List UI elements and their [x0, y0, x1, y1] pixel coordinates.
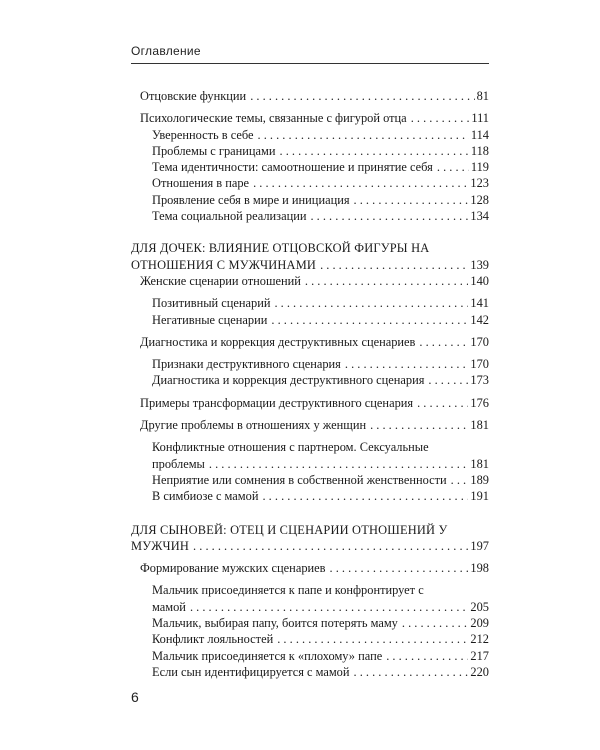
- toc-entry[interactable]: [131, 615, 489, 631]
- toc-entry-page: 209: [470, 616, 489, 631]
- toc-entry-title: Уверенность в себе . . .: [152, 128, 254, 142]
- toc-entry[interactable]: [131, 488, 489, 504]
- toc-entry[interactable]: [131, 631, 489, 647]
- toc-entry-page: 189: [470, 472, 489, 487]
- toc-entry[interactable]: [131, 175, 489, 191]
- toc-entry-title: Конфликтные отношения с партнером. Сексуальные проблемы . . .: [152, 440, 429, 470]
- toc-entry[interactable]: [131, 648, 489, 664]
- toc-entry[interactable]: [131, 273, 489, 289]
- toc-entry-page: 191: [470, 489, 489, 504]
- toc-entry-title: Другие проблемы в отношениях у женщин . . .: [140, 418, 366, 432]
- running-head: Оглавление: [131, 44, 201, 58]
- toc-entry[interactable]: [131, 159, 489, 175]
- toc-entry-title: Неприятие или сомнения в собственной женственности . . .: [152, 473, 447, 487]
- toc-entry-page: 111: [471, 111, 489, 126]
- toc-entry-title: Признаки деструктивного сценария . . .: [152, 357, 341, 371]
- toc-entry-title: Мальчик присоединяется к «плохому» папе . . .: [152, 649, 382, 663]
- toc-entry-title: Отцовские функции . . .: [140, 89, 246, 103]
- page-number: 6: [131, 689, 139, 705]
- toc-entry[interactable]: [131, 295, 489, 311]
- toc-entry-page: 181: [470, 418, 489, 433]
- toc-entry[interactable]: [131, 88, 489, 104]
- toc-entry-title: Мальчик, выбирая папу, боится потерять маму . . .: [152, 616, 398, 630]
- toc-entry-title: Формирование мужских сценариев . . .: [140, 561, 326, 575]
- toc-entry-title: ДЛЯ СЫНОВЕЙ: ОТЕЦ И СЦЕНАРИИ ОТНОШЕНИЙ У МУЖЧИН . . .: [131, 523, 447, 553]
- toc-entry-title: ДЛЯ ДОЧЕК: ВЛИЯНИЕ ОТЦОВСКОЙ ФИГУРЫ НА ОТНОШЕНИЯ С МУЖЧИНАМИ . . .: [131, 241, 429, 271]
- toc-entry[interactable]: [131, 582, 489, 615]
- toc-entry-title: Диагностика и коррекция деструктивных сценариев . . .: [140, 335, 415, 349]
- toc-entry[interactable]: [131, 110, 489, 126]
- toc-entry-page: 181: [470, 456, 489, 471]
- toc-entry-page: 217: [470, 648, 489, 663]
- toc-entry[interactable]: [131, 372, 489, 388]
- toc-entry-page: 134: [470, 209, 489, 224]
- toc-entry-title: Примеры трансформации деструктивного сценария . . .: [140, 396, 413, 410]
- toc-entry-page: 128: [470, 192, 489, 207]
- toc-entry[interactable]: [131, 472, 489, 488]
- toc-entry-page: 118: [470, 143, 489, 158]
- toc-entry-title: Мальчик присоединяется к папе и конфронтирует с мамой . . .: [152, 583, 424, 613]
- toc-entry-page: 141: [470, 296, 489, 311]
- toc-entry[interactable]: [131, 143, 489, 159]
- toc-entry-page: 114: [470, 127, 489, 142]
- toc-entry-title: Если сын идентифицируется с мамой . . .: [152, 665, 350, 679]
- toc-entry-page: 170: [470, 334, 489, 349]
- toc-entry[interactable]: [131, 417, 489, 433]
- toc-entry-title: В симбиозе с мамой . . .: [152, 489, 258, 503]
- toc-entry[interactable]: [131, 312, 489, 328]
- toc-entry[interactable]: [131, 240, 489, 273]
- toc-entry[interactable]: [131, 208, 489, 224]
- toc-entry-page: 212: [470, 632, 489, 647]
- toc-entry-title: Диагностика и коррекция деструктивного сценария . . .: [152, 373, 424, 387]
- toc-entry[interactable]: [131, 395, 489, 411]
- toc-entry-page: 170: [470, 357, 489, 372]
- toc-entry[interactable]: [131, 522, 489, 555]
- toc-entry-page: 220: [470, 664, 489, 679]
- toc-entry-title: Негативные сценарии . . .: [152, 313, 267, 327]
- toc-entry-title: Проблемы с границами . . .: [152, 144, 276, 158]
- toc-entry-page: 173: [470, 373, 489, 388]
- toc-entry[interactable]: [131, 127, 489, 143]
- toc-entry-title: Отношения в паре . . .: [152, 176, 249, 190]
- toc-entry[interactable]: [131, 334, 489, 350]
- toc-entry-page: 176: [470, 395, 489, 410]
- toc-entry[interactable]: [131, 664, 489, 680]
- toc-entry-title: Конфликт лояльностей . . .: [152, 632, 273, 646]
- toc-entry-title: Тема социальной реализации . . .: [152, 209, 306, 223]
- toc-entry-page: 197: [470, 538, 489, 553]
- toc-entry-title: Психологические темы, связанные с фигурой отца . . .: [140, 111, 407, 125]
- toc-entry-page: 139: [470, 257, 489, 272]
- toc-entry-page: 140: [470, 273, 489, 288]
- toc-entry-title: Проявление себя в мире и инициация . . .: [152, 193, 350, 207]
- toc-entry[interactable]: [131, 356, 489, 372]
- toc-entry-page: 119: [470, 160, 489, 175]
- toc-entry-page: 205: [470, 599, 489, 614]
- toc-entry-title: Женские сценарии отношений . . .: [140, 274, 301, 288]
- toc-entry[interactable]: [131, 560, 489, 576]
- header-rule: [131, 63, 489, 64]
- toc-entry-page: 198: [470, 561, 489, 576]
- toc-entry-page: 142: [470, 312, 489, 327]
- toc-entry-page: 123: [470, 176, 489, 191]
- toc-entry[interactable]: [131, 439, 489, 472]
- toc-entry[interactable]: [131, 192, 489, 208]
- toc-entry-page: 81: [476, 89, 489, 103]
- table-of-contents: [131, 88, 489, 680]
- toc-entry-title: Позитивный сценарий . . .: [152, 296, 270, 310]
- toc-entry-title: Тема идентичности: самоотношение и принятие себя . . .: [152, 160, 433, 174]
